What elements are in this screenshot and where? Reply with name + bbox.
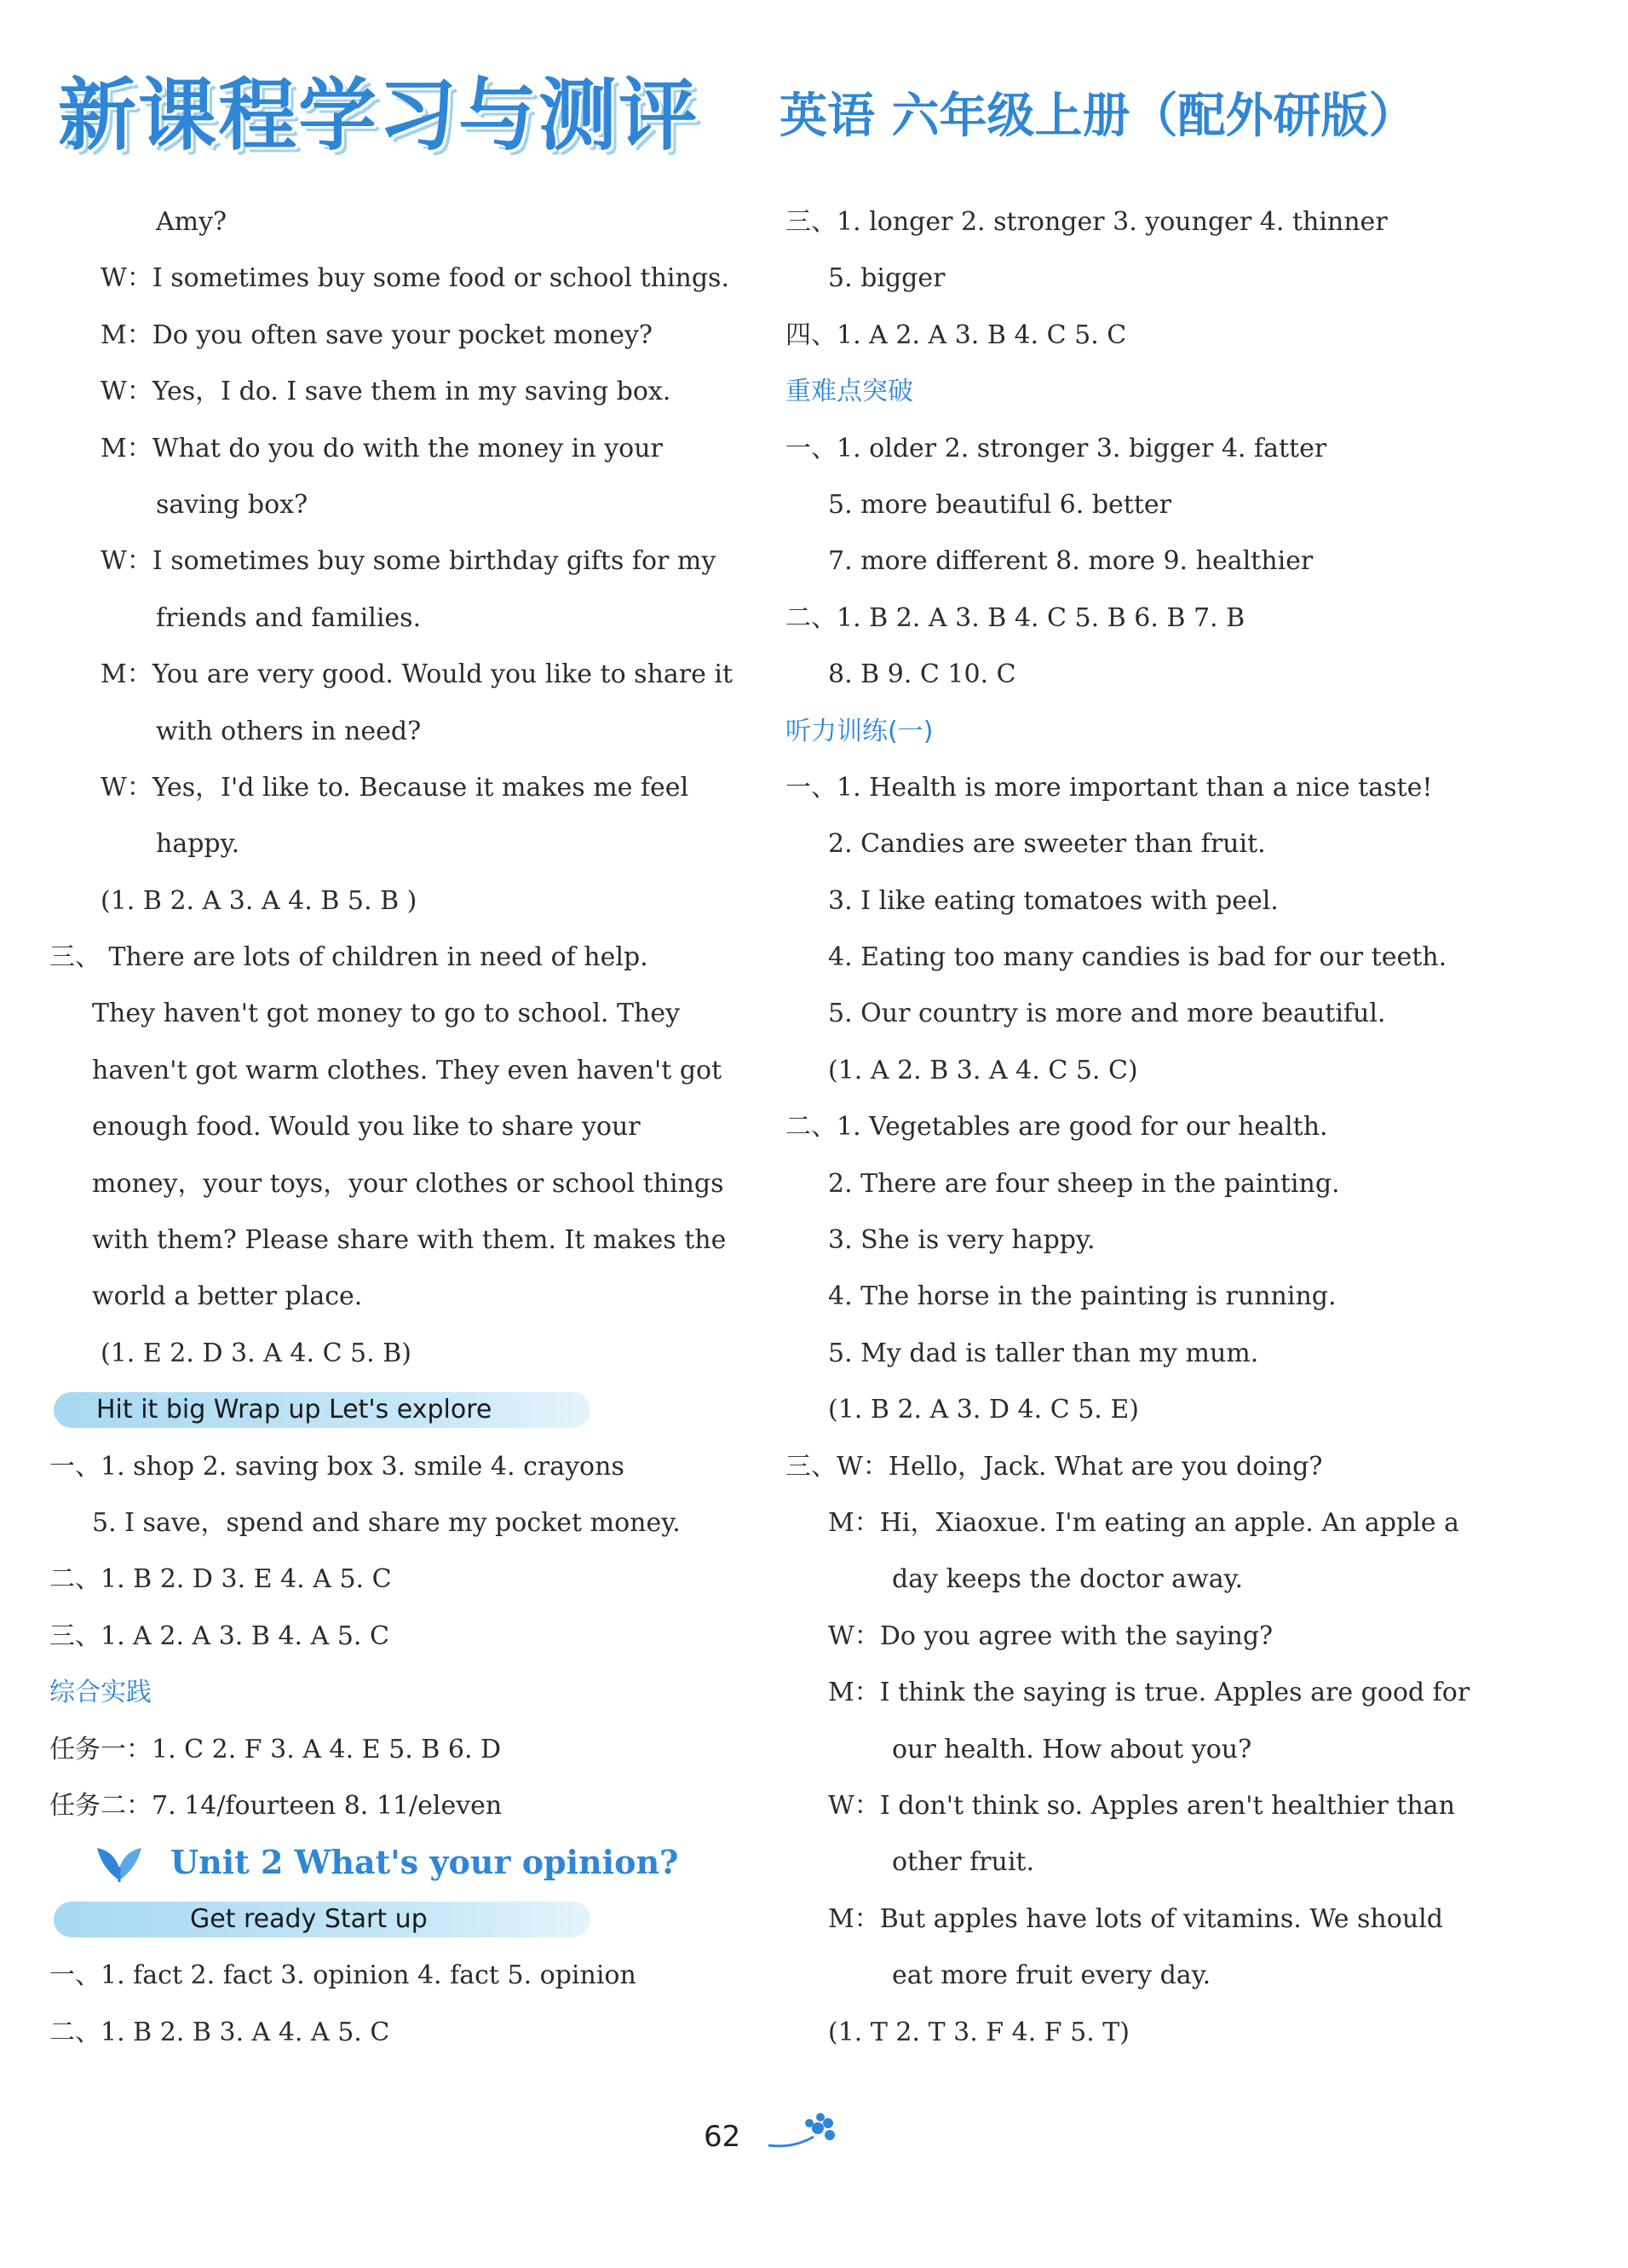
- answer-line: 5. My dad is taller than my mum.: [828, 1338, 1259, 1368]
- section-banner: [49, 1382, 731, 1438]
- answer-line: 2. There are four sheep in the painting.: [828, 1168, 1340, 1199]
- answer-line: 5. more beautiful 6. better: [828, 489, 1171, 520]
- answer-line: W：I sometimes buy some food or school things.: [101, 263, 729, 294]
- answer-line: 4. The horse in the painting is running.: [828, 1281, 1337, 1312]
- flower-ornament-icon: [767, 2111, 843, 2154]
- answer-line: (1. T 2. T 3. F 4. F 5. T): [828, 2017, 1130, 2047]
- section-heading: 重难点突破: [785, 377, 913, 407]
- answer-line: with them? Please share with them. It makes the: [92, 1225, 727, 1256]
- answer-line: (1. B 2. A 3. D 4. C 5. E): [828, 1395, 1139, 1425]
- unit-title: Unit 2 What's your opinion?: [170, 1843, 679, 1882]
- answer-line: friends and families.: [156, 602, 422, 633]
- section-banner-label: Hit it big Wrap up Let's explore: [54, 1392, 590, 1428]
- answer-line: W：I sometimes buy some birthday gifts for my: [101, 546, 716, 577]
- answer-line: M：What do you do with the money in your: [101, 433, 663, 463]
- answer-line: 三、1. A 2. A 3. B 4. A 5. C: [49, 1620, 389, 1651]
- answer-line: 一、1. Health is more important than a nice taste!: [785, 772, 1433, 803]
- answer-line: 二、1. Vegetables are good for our health.: [785, 1112, 1328, 1143]
- answer-line: 4. Eating too many candies is bad for our teeth.: [828, 942, 1447, 973]
- answer-line: M：You are very good. Would you like to share it: [101, 659, 733, 690]
- page-header: [0, 0, 1628, 170]
- answer-line: M：Hi，Xiaoxue. I'm eating an apple. An apple a: [828, 1507, 1459, 1538]
- book-title: 新课程学习与测评: [58, 70, 699, 161]
- answer-line: 二、1. B 2. A 3. B 4. C 5. B 6. B 7. B: [785, 602, 1245, 633]
- answer-line: M：Do you often save your pocket money?: [101, 319, 653, 350]
- answer-line: 一、1. shop 2. saving box 3. smile 4. crayons: [49, 1451, 624, 1482]
- answer-line: saving box?: [156, 489, 308, 520]
- section-heading: 综合实践: [49, 1678, 152, 1708]
- answer-line: 2. Candies are sweeter than fruit.: [828, 829, 1266, 860]
- answer-line: other fruit.: [892, 1847, 1035, 1878]
- answer-line: 5. bigger: [828, 263, 946, 294]
- answer-line: 二、1. B 2. B 3. A 4. A 5. C: [49, 2017, 390, 2047]
- answer-line: 一、1. older 2. stronger 3. bigger 4. fatter: [785, 433, 1327, 463]
- answer-line: 5. I save，spend and share my pocket money.: [92, 1507, 681, 1538]
- answer-line: 三、 There are lots of children in need of help.: [49, 942, 648, 973]
- unit-heading: [49, 1834, 731, 1891]
- answer-line: money，your toys，your clothes or school things: [92, 1168, 724, 1199]
- answer-line: 二、1. B 2. D 3. E 4. A 5. C: [49, 1564, 392, 1595]
- answer-line: W：Yes，I do. I save them in my saving box.: [101, 377, 671, 407]
- answer-line: (1. A 2. B 3. A 4. C 5. C): [828, 1055, 1138, 1085]
- leaf-icon: [94, 1843, 145, 1884]
- answer-line: 8. B 9. C 10. C: [828, 659, 1016, 690]
- answer-line: M：But apples have lots of vitamins. We should: [828, 1903, 1443, 1934]
- answer-line: They haven't got money to go to school. They: [92, 999, 681, 1029]
- section-banner-label: Get ready Start up: [54, 1902, 590, 1937]
- answer-line: W：Yes，I'd like to. Because it makes me feel: [101, 772, 689, 803]
- book-subtitle: 英语 六年级上册（配外研版）: [779, 89, 1417, 144]
- answer-line: 5. Our country is more and more beautiful.: [828, 999, 1386, 1029]
- answer-line: W：I don't think so. Apples aren't healthier than: [828, 1790, 1455, 1821]
- section-heading: 听力训练(一): [785, 716, 934, 746]
- answer-line: world a better place.: [92, 1281, 363, 1312]
- answer-line: 3. She is very happy.: [828, 1225, 1096, 1256]
- section-banner: [49, 1891, 731, 1948]
- answer-line: Amy?: [156, 207, 227, 237]
- answer-line: 3. I like eating tomatoes with peel.: [828, 885, 1279, 916]
- answer-line: 任务二：7. 14/fourteen 8. 11/eleven: [49, 1790, 503, 1821]
- answer-line: day keeps the doctor away.: [892, 1564, 1244, 1595]
- answer-line: 任务一：1. C 2. F 3. A 4. E 5. B 6. D: [49, 1734, 502, 1764]
- answer-line: haven't got warm clothes. They even haven't got: [92, 1055, 722, 1085]
- answer-line: 一、1. fact 2. fact 3. opinion 4. fact 5. opinion: [49, 1960, 636, 1991]
- left-column: [49, 194, 731, 2061]
- answer-line: 四、1. A 2. A 3. B 4. C 5. C: [785, 319, 1127, 350]
- answer-line: (1. B 2. A 3. A 4. B 5. B ): [101, 885, 417, 916]
- answer-line: (1. E 2. D 3. A 4. C 5. B): [101, 1338, 411, 1368]
- answer-line: M：I think the saying is true. Apples are good for: [828, 1678, 1470, 1708]
- answer-line: eat more fruit every day.: [892, 1960, 1211, 1991]
- answer-line: our health. How about you?: [892, 1734, 1252, 1764]
- page-number: 62: [704, 2120, 741, 2154]
- answer-line: 三、W：Hello，Jack. What are you doing?: [785, 1451, 1323, 1482]
- answer-line: 7. more different 8. more 9. healthier: [828, 546, 1314, 577]
- answer-line: 三、1. longer 2. stronger 3. younger 4. thinner: [785, 207, 1388, 237]
- answer-line: happy.: [156, 829, 240, 860]
- answer-line: with others in need?: [156, 716, 422, 746]
- answer-line: enough food. Would you like to share your: [92, 1112, 641, 1143]
- answer-line: W：Do you agree with the saying?: [828, 1620, 1274, 1651]
- right-column: [785, 194, 1535, 2061]
